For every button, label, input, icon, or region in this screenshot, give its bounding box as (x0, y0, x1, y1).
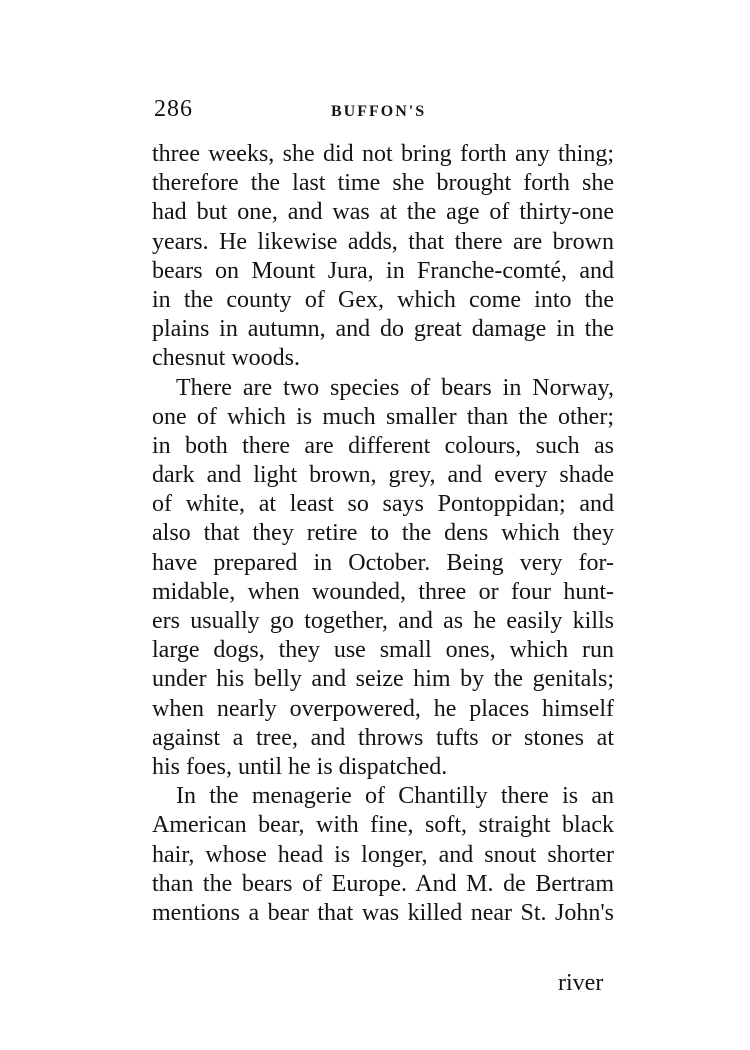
text-line: also that they retire to the dens which they (152, 520, 614, 547)
text-line: against a tree, and throws tufts or stones at (152, 724, 614, 751)
text-line: plains in autumn, and do great damage in the (152, 316, 614, 343)
running-head: BUFFON'S (331, 103, 427, 120)
text-line: in both there are different colours, such as (152, 432, 614, 459)
page-number: 286 (154, 96, 193, 122)
text-line: have prepared in October. Being very for- (152, 549, 614, 576)
text-line: midable, when wounded, three or four hunt- (152, 578, 614, 605)
text-line: under his belly and seize him by the genitals; (152, 666, 614, 693)
text-line: hair, whose head is longer, and snout shorter (152, 841, 614, 868)
text-line: American bear, with fine, soft, straight black (152, 812, 614, 839)
text-line: had but one, and was at the age of thirty-one (152, 199, 614, 226)
text-line: mentions a bear that was killed near St. John's (152, 899, 614, 926)
text-line: bears on Mount Jura, in Franche-comté, and (152, 257, 614, 284)
text-line: of white, at least so says Pontoppidan; and (152, 491, 614, 518)
text-line: large dogs, they use small ones, which run (152, 637, 614, 664)
text-line: one of which is much smaller than the other; (152, 403, 614, 430)
text-line: There are two species of bears in Norway, (176, 374, 614, 401)
text-line: in the county of Gex, which come into the (152, 286, 614, 313)
text-line: than the bears of Europe. And M. de Bertram (152, 870, 614, 897)
text-line: therefore the last time she brought forth she (152, 170, 614, 197)
body-text (152, 140, 614, 928)
page-header (148, 96, 613, 126)
text-line: In the menagerie of Chantilly there is an (176, 783, 614, 810)
text-line: ers usually go together, and as he easily kills (152, 608, 614, 634)
text-line: three weeks, she did not bring forth any thing; (152, 141, 614, 167)
catchword: river (558, 970, 604, 996)
text-line: chesnut woods. (152, 345, 300, 372)
text-line: dark and light brown, grey, and every shade (152, 462, 614, 489)
text-line: when nearly overpowered, he places himself (152, 695, 614, 722)
text-line: years. He likewise adds, that there are brown (152, 228, 614, 255)
text-line: his foes, until he is dispatched. (152, 753, 448, 780)
